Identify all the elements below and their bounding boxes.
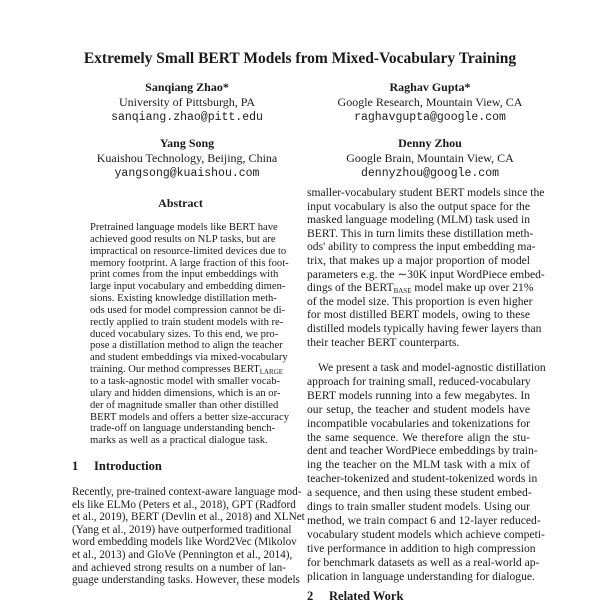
text-line bbox=[72, 486, 302, 499]
text-line-content: duced vocabulary sizes. To this end, we pro- bbox=[90, 328, 279, 340]
text-line bbox=[307, 389, 530, 403]
subscript: BASE bbox=[393, 287, 412, 296]
text-line bbox=[90, 257, 289, 270]
section-title: Related Work bbox=[329, 589, 404, 603]
text-line-content: ods' ability to compress the input embedding ma- bbox=[307, 240, 536, 254]
section-heading-introduction bbox=[72, 459, 162, 474]
text-line bbox=[307, 513, 541, 528]
author-affiliation: University of Pittsburgh, PA bbox=[118, 95, 256, 109]
text-line-content: method, we train compact 6 and 12-layer reduced- bbox=[307, 513, 541, 527]
author-block bbox=[300, 80, 560, 125]
text-line bbox=[90, 352, 288, 364]
text-line-content: vocabulary student models which achieve competi- bbox=[307, 527, 545, 541]
author-email: raghavgupta@google.com bbox=[354, 111, 506, 124]
text-line bbox=[307, 431, 530, 445]
text-line bbox=[307, 486, 530, 500]
text-line-content: incompatible vocabularies and tokenizations for bbox=[307, 416, 530, 430]
author-name: Raghav Gupta* bbox=[389, 80, 471, 94]
text-line-content: for benchmark datasets as well as a real-world ap- bbox=[307, 555, 540, 569]
text-line-content: Recently, pre-trained context-aware language mod- bbox=[72, 486, 302, 498]
text-line-content: word embedding models like Word2Vec (Mikolov bbox=[72, 536, 297, 549]
section-number: 1 bbox=[72, 459, 79, 473]
text-line bbox=[72, 511, 305, 524]
text-line-content: BERT. This in turn limits these distillation meth- bbox=[307, 226, 534, 240]
author-email: yangsong@kuaishou.com bbox=[114, 167, 260, 180]
text-line-content: pose a distillation method to align the teacher bbox=[90, 340, 283, 352]
text-line bbox=[90, 316, 284, 329]
text-line bbox=[72, 574, 300, 587]
text-line bbox=[307, 403, 530, 417]
text-line-content: dings of the BERT bbox=[307, 281, 394, 295]
text-line bbox=[90, 387, 281, 400]
section-title: Introduction bbox=[94, 459, 162, 473]
text-line-content: guage understanding tasks. However, these models bbox=[72, 574, 300, 587]
text-line bbox=[307, 186, 545, 200]
text-line bbox=[307, 200, 530, 214]
text-line-content: impractical on resource-limited devices due to bbox=[90, 245, 287, 257]
text-line bbox=[90, 423, 276, 435]
text-line bbox=[307, 281, 534, 296]
section-number: 2 bbox=[307, 589, 314, 603]
text-line-content: rectly applied to train student models with re- bbox=[90, 316, 284, 328]
right-column-paragraph bbox=[307, 361, 546, 584]
abstract-body bbox=[90, 222, 289, 447]
text-line bbox=[72, 562, 286, 575]
text-line bbox=[90, 304, 286, 317]
text-line bbox=[72, 536, 297, 549]
author-affiliation: Google Research, Mountain View, CA bbox=[337, 95, 523, 109]
text-line-content: and student embeddings via mixed-vocabulary bbox=[90, 352, 288, 364]
text-line bbox=[307, 472, 538, 486]
text-line-content: marks as well as a practical dialogue task. bbox=[90, 435, 268, 447]
text-line-content: masked language modeling (MLM) task used in bbox=[307, 213, 530, 227]
author-block bbox=[300, 136, 560, 181]
text-line-content: ing the teacher on the MLM task with a mix of bbox=[307, 458, 530, 472]
text-line-content: Pretrained language models like BERT have bbox=[90, 222, 278, 233]
text-line-content: dings to train smaller student models. Using our bbox=[307, 500, 530, 514]
text-line-content: dent and teacher WordPiece embeddings by train- bbox=[307, 444, 538, 458]
text-line bbox=[72, 498, 296, 512]
text-line bbox=[307, 375, 530, 389]
text-line-content: der of magnitude smaller than other distilled bbox=[90, 399, 279, 411]
author-affiliation: Google Brain, Mountain View, CA bbox=[346, 151, 514, 165]
text-line-content: to a task-agnostic model with smaller vocab- bbox=[90, 375, 281, 387]
text-line-content: sions. Existing knowledge distillation meth- bbox=[90, 293, 277, 305]
text-line-content: teacher-tokenized and student-tokenized words in bbox=[307, 472, 538, 486]
text-line bbox=[72, 548, 293, 562]
paper-title: Extremely Small BERT Models from Mixed-Vocabulary Training bbox=[83, 50, 517, 67]
introduction-body bbox=[72, 486, 305, 587]
text-line bbox=[307, 321, 542, 336]
text-line-content: et al., 2019), BERT (Devlin et al., 2018) and XLNet bbox=[72, 511, 305, 524]
text-line-content: We present a task and model-agnostic distillation bbox=[318, 361, 546, 374]
text-line bbox=[90, 340, 283, 352]
text-line bbox=[307, 541, 536, 556]
author-name: Denny Zhou bbox=[398, 136, 462, 150]
text-line bbox=[72, 523, 292, 537]
text-line bbox=[307, 555, 540, 570]
text-line bbox=[90, 245, 287, 258]
text-line-content: our setup, the teacher and student models have bbox=[307, 402, 530, 416]
text-line-content: tive performance in addition to high compression bbox=[307, 541, 536, 555]
author-block bbox=[57, 80, 317, 125]
text-line-content: approach for training small, reduced-vocabulary bbox=[307, 374, 531, 388]
text-line-content: for most distilled BERT models, owing to these bbox=[307, 308, 530, 322]
text-line bbox=[307, 213, 530, 227]
author-email: dennyzhou@google.com bbox=[360, 167, 500, 180]
text-line bbox=[307, 458, 530, 472]
author-block bbox=[57, 136, 317, 181]
text-line-content: et al., 2013) and GloVe (Pennington et al., 2014), bbox=[72, 548, 293, 561]
text-line bbox=[307, 444, 538, 458]
text-line bbox=[90, 269, 279, 281]
text-line bbox=[90, 293, 277, 305]
text-line-content: training. Our method compresses BERT bbox=[90, 364, 260, 376]
text-line-content: print comes from the input embeddings with bbox=[90, 269, 279, 281]
text-line bbox=[307, 294, 533, 309]
text-line-content: plication in language understanding for dialogue. bbox=[307, 569, 535, 583]
text-line bbox=[90, 222, 278, 234]
text-line bbox=[307, 240, 536, 254]
abstract-heading: Abstract bbox=[158, 196, 203, 210]
text-line-content: parameters e.g. the ∼30K input WordPiece embed- bbox=[307, 267, 545, 281]
text-line bbox=[307, 226, 534, 241]
text-line-content: trix, that makes up a major proportion of model bbox=[307, 253, 530, 267]
author-name: Sanqiang Zhao* bbox=[145, 80, 229, 94]
text-line-content: smaller-vocabulary student BERT models since the bbox=[307, 186, 545, 199]
text-line-content: els like ELMo (Peters et al., 2018), GPT (Radford bbox=[72, 498, 296, 511]
text-line bbox=[90, 281, 286, 293]
text-line bbox=[90, 411, 289, 424]
text-line bbox=[90, 233, 276, 246]
text-line-content: and achieved strong results on a number of lan- bbox=[72, 561, 286, 574]
right-column-paragraph bbox=[307, 186, 545, 349]
text-line-content: achieved good results on NLP tasks, but are bbox=[90, 233, 276, 245]
section-heading-related-work bbox=[307, 589, 403, 604]
text-line bbox=[90, 375, 281, 388]
text-line bbox=[90, 399, 279, 412]
text-line bbox=[307, 569, 535, 584]
text-line bbox=[307, 417, 530, 431]
text-line-content: trade-off on language understanding bench- bbox=[90, 423, 276, 435]
text-line-content: BERT models running into a few megabytes. In bbox=[307, 388, 530, 402]
text-line bbox=[307, 500, 530, 514]
subscript: LARGE bbox=[259, 368, 284, 377]
author-name: Yang Song bbox=[159, 136, 215, 150]
text-line-content: ulary and hidden dimensions, which is an or- bbox=[90, 387, 281, 399]
author-affiliation: Kuaishou Technology, Beijing, China bbox=[96, 151, 278, 165]
text-line bbox=[307, 254, 530, 268]
text-line-content: (Yang et al., 2019) have outperformed traditional bbox=[72, 523, 292, 536]
text-line bbox=[307, 527, 545, 542]
text-line-content: of the model size. This proportion is even higher bbox=[307, 294, 533, 308]
text-line-content: their teacher BERT counterparts. bbox=[307, 335, 460, 349]
text-line-content: a sequence, and then using these student embed- bbox=[307, 486, 532, 500]
text-line bbox=[307, 308, 530, 322]
text-line-content: model make up over 21% bbox=[411, 281, 534, 295]
text-line-content: input vocabulary is also the output space for the bbox=[307, 199, 530, 213]
text-line bbox=[307, 361, 546, 375]
text-line-content: large input vocabulary and embedding dimen- bbox=[90, 281, 286, 293]
text-line bbox=[90, 328, 279, 341]
text-line bbox=[307, 267, 545, 282]
text-line-content: ods used for model compression cannot be di- bbox=[90, 304, 286, 316]
text-line bbox=[307, 336, 530, 350]
text-line-content: the same sequence. We therefore align the stu- bbox=[307, 430, 530, 444]
text-line bbox=[90, 364, 284, 377]
text-line-content: memory footprint. A large fraction of this foot- bbox=[90, 257, 289, 269]
author-email: sanqiang.zhao@pitt.edu bbox=[111, 111, 263, 124]
text-line-content: distilled models typically having fewer layers than bbox=[307, 321, 542, 335]
text-line bbox=[90, 435, 271, 447]
text-line-content: BERT models and offers a better size-accuracy bbox=[90, 411, 289, 423]
